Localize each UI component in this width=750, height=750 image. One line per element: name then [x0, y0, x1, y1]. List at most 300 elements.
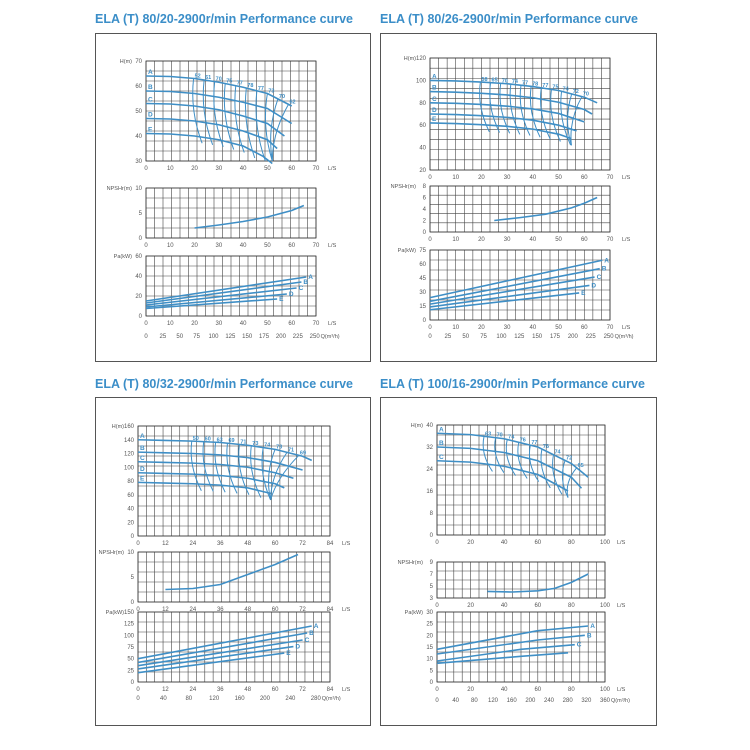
x-tick-label: 10 — [452, 237, 460, 243]
y-tick-label: 7 — [429, 572, 433, 578]
x-tick-label: 100 — [599, 687, 611, 693]
x-tick-label: 100 — [599, 540, 611, 546]
x-tick-label: 12 — [162, 607, 169, 613]
efficiency-arc — [553, 455, 562, 495]
y-tick-label: 25 — [426, 621, 433, 628]
y-axis-label: Pa(kW) — [397, 248, 416, 254]
efficiency-label: 76 — [519, 437, 526, 444]
x-tick-label: 60 — [271, 541, 279, 547]
y-tick-label: 100 — [123, 633, 134, 640]
x-tick-label: 20 — [467, 603, 474, 609]
series-label: B — [439, 440, 444, 447]
y-tick-label: 40 — [426, 423, 433, 429]
y-tick-label: 0 — [429, 680, 433, 686]
q-tick-label: 175 — [549, 334, 561, 340]
q-axis-label: Q(m³/h) — [320, 334, 340, 340]
x-tick-label: 30 — [215, 166, 223, 172]
y-axis-label: Pa(kW) — [113, 254, 132, 260]
x-tick-label: 30 — [503, 237, 511, 243]
q-tick-label: 280 — [562, 698, 573, 704]
q-tick-label: 240 — [543, 698, 555, 704]
series-label: B — [303, 279, 309, 286]
q-tick-label: 200 — [275, 334, 286, 340]
q-tick-label: 240 — [285, 696, 296, 702]
efficiency-label: 77 — [521, 80, 529, 87]
x-tick-label: 20 — [467, 687, 474, 693]
x-tick-label: 60 — [534, 603, 542, 609]
y-tick-label: 0 — [422, 230, 426, 236]
q-axis-label: Q(m³/h) — [614, 334, 634, 340]
q-tick-label: 200 — [259, 696, 270, 702]
y-tick-label: 30 — [426, 610, 433, 616]
npsh-frame — [138, 552, 330, 602]
y-axis-label: Pa(kW) — [404, 610, 423, 616]
x-tick-label: 10 — [166, 243, 174, 249]
x-tick-label: 20 — [191, 166, 198, 172]
npsh-grid — [146, 188, 316, 238]
head-plot — [411, 423, 626, 546]
y-tick-label: 30 — [419, 290, 426, 296]
y-tick-label: 150 — [123, 610, 134, 616]
y-axis-label: NPSHr(m) — [106, 186, 132, 192]
series-D-line — [138, 473, 284, 488]
x-axis-label: L/S — [328, 321, 337, 327]
y-tick-label: 60 — [135, 254, 142, 260]
chart-title-4: ELA (T) 100/16-2900r/min Performance curve — [380, 377, 645, 391]
x-tick-label: 30 — [215, 243, 223, 249]
q-axis-label: Q(m³/h) — [611, 698, 630, 704]
x-axis-label: L/S — [617, 540, 626, 546]
q-tick-label: 320 — [581, 698, 592, 704]
y-axis-label: H(m) — [403, 56, 416, 62]
chart-4 — [398, 423, 630, 704]
x-tick-label: 72 — [299, 541, 306, 547]
y-tick-label: 0 — [130, 680, 134, 686]
q-tick-label: 100 — [208, 334, 219, 340]
x-axis-label: L/S — [328, 243, 337, 249]
series-curve-line — [195, 206, 304, 229]
y-tick-label: 3 — [429, 596, 433, 602]
q-tick-label: 125 — [225, 334, 236, 340]
series-label: A — [313, 623, 319, 630]
x-axis-label: L/S — [622, 175, 631, 181]
series-E-line — [430, 293, 579, 310]
x-tick-label: 30 — [503, 325, 511, 331]
x-tick-label: 70 — [312, 321, 320, 327]
x-tick-label: 20 — [191, 243, 198, 249]
x-axis-label: L/S — [328, 166, 337, 172]
q-tick-label: 225 — [585, 334, 596, 340]
chart-title-1: ELA (T) 80/20-2900r/min Performance curve — [95, 12, 353, 26]
x-axis-label: L/S — [622, 325, 631, 331]
efficiency-label: 50 — [192, 436, 199, 443]
y-tick-label: 40 — [135, 274, 142, 280]
efficiency-label: 52 — [194, 73, 201, 80]
head-plot — [112, 424, 351, 547]
efficiency-label: 70 — [582, 91, 589, 98]
y-tick-label: 50 — [135, 109, 142, 115]
x-tick-label: 20 — [478, 237, 485, 243]
x-tick-label: 36 — [216, 687, 224, 693]
efficiency-arc — [518, 442, 527, 478]
x-tick-label: 60 — [271, 607, 279, 613]
y-tick-label: 140 — [123, 437, 134, 444]
x-tick-label: 84 — [326, 687, 334, 693]
series-label: B — [148, 84, 153, 91]
series-label: A — [604, 257, 609, 265]
y-tick-label: 0 — [422, 318, 426, 324]
x-tick-label: 40 — [239, 321, 247, 327]
y-tick-label: 0 — [130, 600, 134, 606]
efficiency-label: 61 — [205, 74, 212, 81]
series-label: C — [439, 453, 444, 461]
series-label: B — [140, 445, 145, 453]
efficiency-label: 73 — [268, 88, 275, 95]
x-tick-label: 60 — [288, 166, 296, 172]
x-tick-label: 60 — [534, 687, 542, 693]
x-tick-label: 30 — [503, 175, 511, 181]
x-tick-label: 36 — [216, 541, 224, 547]
y-tick-label: 100 — [123, 465, 134, 472]
x-tick-label: 10 — [452, 325, 460, 331]
efficiency-label: 72 — [572, 88, 579, 95]
efficiency-label: 77 — [531, 440, 538, 447]
q-tick-label: 40 — [160, 696, 167, 702]
efficiency-arc — [224, 84, 233, 150]
y-tick-label: 15 — [426, 645, 433, 651]
efficiency-label: 71 — [240, 439, 247, 446]
q-tick-label: 120 — [209, 696, 220, 702]
efficiency-label: 75 — [552, 84, 559, 91]
y-tick-label: 5 — [429, 668, 433, 675]
efficiency-label: 77 — [542, 82, 549, 89]
y-tick-label: 32 — [426, 445, 433, 451]
y-tick-label: 30 — [135, 159, 142, 165]
efficiency-label: 74 — [511, 79, 518, 86]
y-tick-label: 5 — [138, 211, 142, 217]
x-tick-label: 70 — [312, 243, 320, 249]
q-tick-label: 40 — [452, 698, 460, 704]
chart-3 — [99, 424, 351, 702]
x-tick-label: 48 — [244, 541, 252, 547]
x-tick-label: 60 — [271, 687, 279, 693]
q-tick-label: 100 — [496, 334, 507, 340]
series-label: E — [286, 650, 291, 658]
x-tick-label: 80 — [568, 540, 575, 546]
series-label: E — [140, 475, 145, 483]
y-tick-label: 5 — [429, 584, 433, 590]
series-label: C — [304, 637, 310, 644]
y-axis-label: Pa(kW) — [105, 610, 124, 616]
x-tick-label: 24 — [189, 541, 197, 547]
q-tick-label: 25 — [159, 334, 167, 340]
q-tick-label: 150 — [532, 334, 543, 340]
x-tick-label: 48 — [244, 687, 252, 693]
y-tick-label: 2 — [422, 218, 426, 225]
power-grid — [138, 612, 330, 682]
q-tick-label: 250 — [309, 334, 320, 340]
series-label: C — [148, 96, 153, 104]
efficiency-label: 69 — [299, 450, 307, 457]
x-tick-label: 70 — [606, 237, 614, 243]
x-tick-label: 84 — [326, 607, 334, 613]
efficiency-arc — [529, 445, 538, 481]
efficiency-label: 69 — [228, 438, 235, 445]
q-tick-label: 250 — [603, 334, 614, 340]
y-tick-label: 20 — [419, 168, 426, 174]
efficiency-label: 62 — [289, 99, 296, 106]
x-tick-label: 50 — [555, 237, 562, 243]
q-tick-label: 75 — [480, 334, 487, 340]
y-tick-label: 60 — [127, 492, 134, 499]
x-tick-label: 0 — [435, 603, 439, 609]
x-tick-label: 36 — [216, 607, 224, 613]
q-tick-label: 175 — [259, 334, 270, 340]
x-tick-label: 0 — [428, 237, 432, 243]
series-A-line — [138, 440, 312, 461]
efficiency-label: 70 — [278, 93, 286, 100]
y-tick-label: 16 — [426, 489, 433, 495]
x-tick-label: 40 — [239, 166, 247, 172]
power-plot — [114, 254, 337, 327]
q-axis-3 — [136, 696, 341, 702]
x-tick-label: 40 — [500, 540, 508, 546]
y-tick-label: 8 — [429, 511, 433, 517]
series-label: C — [432, 95, 437, 103]
x-tick-label: 60 — [534, 540, 542, 546]
efficiency-label: 58 — [481, 77, 488, 84]
npsh-frame — [430, 186, 610, 232]
y-tick-label: 60 — [135, 84, 142, 90]
series-label: B — [432, 84, 437, 92]
y-tick-label: 10 — [426, 656, 433, 663]
x-tick-label: 60 — [580, 325, 588, 331]
efficiency-label: 70 — [496, 432, 503, 439]
x-tick-label: 20 — [467, 540, 474, 546]
y-tick-label: 24 — [426, 467, 433, 473]
x-tick-label: 12 — [162, 541, 169, 547]
efficiency-label: 74 — [554, 449, 561, 456]
series-label: D — [140, 465, 145, 473]
efficiency-label: 63 — [485, 431, 492, 438]
y-tick-label: 10 — [127, 550, 134, 556]
q-tick-label: 120 — [487, 698, 499, 704]
y-tick-label: 20 — [426, 633, 433, 640]
efficiency-label: 78 — [532, 81, 539, 88]
efficiency-label: 63 — [216, 437, 223, 444]
npsh-grid — [138, 552, 330, 602]
efficiency-arc — [483, 436, 492, 471]
y-tick-label: 25 — [127, 668, 134, 675]
x-axis-label: L/S — [342, 687, 351, 693]
y-tick-label: 9 — [429, 560, 433, 566]
efficiency-label: 76 — [542, 444, 550, 451]
y-tick-label: 0 — [138, 236, 142, 242]
series-E-line — [146, 134, 272, 164]
x-tick-label: 24 — [189, 607, 197, 613]
q-axis-2 — [428, 334, 633, 340]
x-tick-label: 48 — [244, 607, 252, 613]
series-label: E — [279, 296, 284, 303]
series-label: D — [432, 107, 437, 114]
y-tick-label: 15 — [419, 304, 426, 310]
x-tick-label: 60 — [288, 243, 296, 249]
x-tick-label: 0 — [136, 607, 140, 613]
chart-1 — [107, 59, 340, 340]
x-tick-label: 50 — [555, 175, 562, 181]
efficiency-label: 75 — [226, 78, 233, 85]
series-curve-line — [494, 198, 597, 221]
npsh-plot — [391, 184, 631, 243]
efficiency-label: 72 — [566, 455, 573, 462]
y-tick-label: 125 — [123, 621, 134, 628]
y-axis-label: NPSHr(m) — [390, 184, 416, 190]
q-tick-label: 0 — [136, 696, 140, 702]
x-tick-label: 72 — [299, 687, 306, 693]
q-axis-label: Q(m³/h) — [321, 696, 341, 702]
y-tick-label: 40 — [135, 134, 142, 140]
q-tick-label: 80 — [470, 698, 478, 704]
efficiency-label: 74 — [562, 86, 569, 93]
efficiency-arc — [203, 80, 212, 145]
chart-2 — [391, 56, 634, 340]
q-tick-label: 225 — [292, 334, 303, 340]
efficiency-label: 71 — [287, 447, 295, 454]
x-tick-label: 100 — [599, 603, 611, 609]
x-tick-label: 60 — [288, 321, 296, 327]
x-tick-label: 0 — [428, 325, 432, 331]
efficiency-label: 78 — [247, 83, 254, 90]
series-label: C — [576, 641, 582, 649]
efficiency-arc — [256, 91, 265, 161]
x-tick-label: 72 — [299, 607, 306, 613]
q-tick-label: 50 — [176, 334, 184, 340]
x-tick-label: 0 — [136, 541, 140, 547]
x-tick-label: 80 — [568, 603, 575, 609]
series-C-line — [437, 645, 575, 661]
y-tick-label: 80 — [127, 479, 134, 485]
q-tick-label: 50 — [462, 334, 470, 340]
y-tick-label: 45 — [419, 276, 426, 282]
power-grid — [430, 250, 610, 320]
npsh-plot — [107, 186, 337, 249]
power-plot — [106, 610, 351, 693]
x-axis-label: L/S — [342, 541, 351, 547]
q-tick-label: 0 — [428, 334, 432, 340]
npsh-grid — [430, 186, 610, 232]
series-label: D — [591, 282, 597, 290]
series-label: B — [309, 630, 314, 637]
y-tick-label: 75 — [127, 645, 134, 651]
x-tick-label: 12 — [162, 687, 169, 693]
y-tick-label: 5 — [130, 575, 134, 581]
series-label: E — [581, 289, 586, 297]
y-tick-label: 120 — [123, 451, 134, 458]
efficiency-arc — [567, 468, 576, 498]
efficiency-label: 70 — [215, 76, 222, 83]
x-tick-label: 0 — [435, 540, 439, 546]
x-tick-label: 50 — [555, 325, 562, 331]
y-axis-label: NPSHr(m) — [397, 560, 423, 566]
x-tick-label: 50 — [264, 321, 271, 327]
y-tick-label: 0 — [138, 314, 142, 320]
efficiency-label: 60 — [204, 436, 211, 443]
q-axis-1 — [144, 334, 339, 340]
y-axis-label: H(m) — [111, 424, 124, 430]
y-tick-label: 8 — [422, 184, 426, 190]
y-tick-label: 20 — [135, 294, 142, 300]
efficiency-label: 74 — [264, 442, 271, 449]
q-tick-label: 125 — [514, 334, 525, 340]
x-tick-label: 10 — [452, 175, 460, 181]
y-tick-label: 4 — [422, 207, 426, 213]
x-tick-label: 84 — [326, 541, 334, 547]
npsh-plot — [398, 560, 626, 609]
series-label: A — [439, 426, 444, 434]
x-tick-label: 50 — [264, 243, 271, 249]
x-axis-label: L/S — [622, 237, 631, 243]
series-label: A — [140, 432, 145, 440]
series-label: A — [308, 274, 313, 281]
q-tick-label: 0 — [144, 334, 148, 340]
series-label: B — [586, 632, 592, 640]
series-label: A — [590, 623, 595, 630]
series-label: A — [148, 69, 153, 76]
y-tick-label: 40 — [419, 145, 426, 152]
q-tick-label: 25 — [444, 334, 452, 340]
q-tick-label: 200 — [525, 698, 536, 704]
y-tick-label: 160 — [123, 424, 134, 430]
q-tick-label: 160 — [234, 696, 245, 702]
efficiency-label: 74 — [508, 434, 515, 441]
y-tick-label: 0 — [130, 534, 134, 540]
x-tick-label: 10 — [166, 321, 174, 327]
q-axis-4 — [435, 698, 630, 704]
x-tick-label: 60 — [580, 175, 588, 181]
x-tick-label: 50 — [264, 166, 271, 172]
power-frame — [138, 612, 330, 682]
x-tick-label: 80 — [568, 687, 575, 693]
x-tick-label: 20 — [478, 325, 485, 331]
y-tick-label: 10 — [135, 186, 142, 192]
y-tick-label: 50 — [127, 656, 134, 663]
x-tick-label: 20 — [478, 175, 485, 181]
y-tick-label: 120 — [415, 56, 426, 62]
efficiency-label: 73 — [276, 444, 283, 451]
series-label: E — [148, 126, 153, 134]
npsh-grid — [437, 562, 605, 598]
q-tick-label: 0 — [435, 698, 439, 704]
x-tick-label: 60 — [580, 237, 588, 243]
power-plot — [405, 610, 626, 693]
efficiency-label: 73 — [252, 440, 259, 447]
series-label: E — [432, 115, 437, 123]
y-tick-label: 80 — [419, 100, 426, 107]
x-tick-label: 40 — [500, 603, 508, 609]
x-tick-label: 40 — [529, 325, 537, 331]
series-E-line — [138, 482, 271, 493]
x-tick-label: 70 — [606, 175, 614, 181]
efficiency-label: 70 — [501, 78, 508, 85]
series-label: A — [432, 73, 437, 81]
q-tick-label: 80 — [185, 696, 193, 702]
y-tick-label: 20 — [127, 520, 134, 527]
series-label: D — [148, 111, 153, 119]
x-tick-label: 40 — [529, 237, 537, 243]
q-tick-label: 160 — [506, 698, 517, 704]
series-label: C — [140, 454, 145, 462]
efficiency-label: 65 — [577, 462, 584, 469]
